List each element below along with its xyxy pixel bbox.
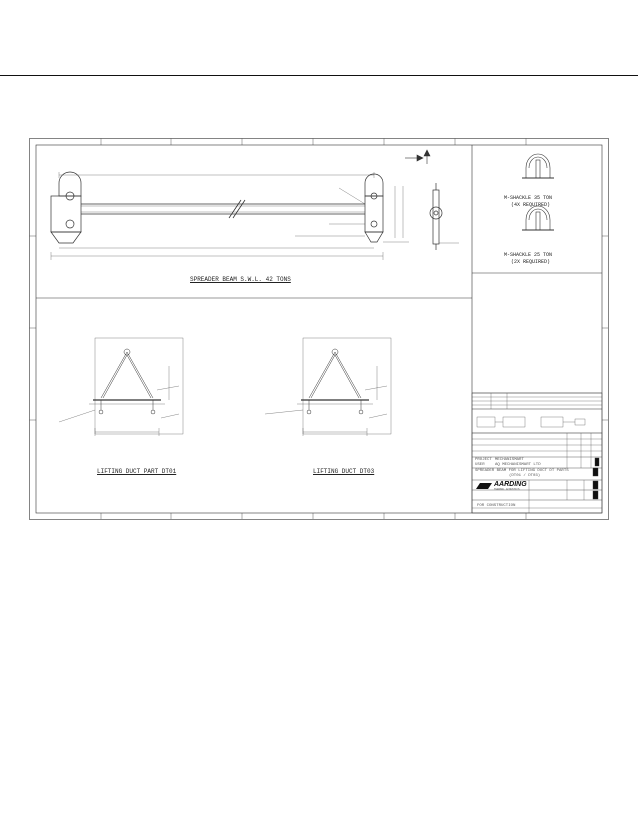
page-top-rule [0,75,638,76]
client-label: USER [475,463,485,467]
engineering-drawing-sheet [29,138,609,520]
drawing-status: FOR CONSTRUCTION [477,504,516,508]
shackle-25-quantity: (2X REQUIRED) [511,259,551,265]
shackle-25-title: M-SHACKLE 25 TON [504,252,553,258]
project-value: MECHANISMART [495,458,524,462]
shackle-35-quantity: (4X REQUIRED) [511,202,551,208]
lifting-duct-dt03-title: LIFTING DUCT DT03 [313,468,375,475]
shackle-35-title: M-SHACKLE 35 TON [504,195,553,201]
drawing-subtitle: (DT01 / DT03) [509,474,541,478]
drawing-title: SPREADER BEAM FOR LIFTING DUCT DT PARTS [475,469,569,473]
company-subtitle: THERMAL ACOUSTICS [494,488,520,491]
company-logo-text: AARDING [494,481,527,488]
project-label: PROJECT [475,458,492,462]
spreader-beam-title: SPREADER BEAM S.W.L. 42 TONS [190,276,291,283]
lifting-duct-dt01-title: LIFTING DUCT PART DT01 [97,468,177,475]
client-value: AQ MECHANISMART LTD [495,463,541,467]
